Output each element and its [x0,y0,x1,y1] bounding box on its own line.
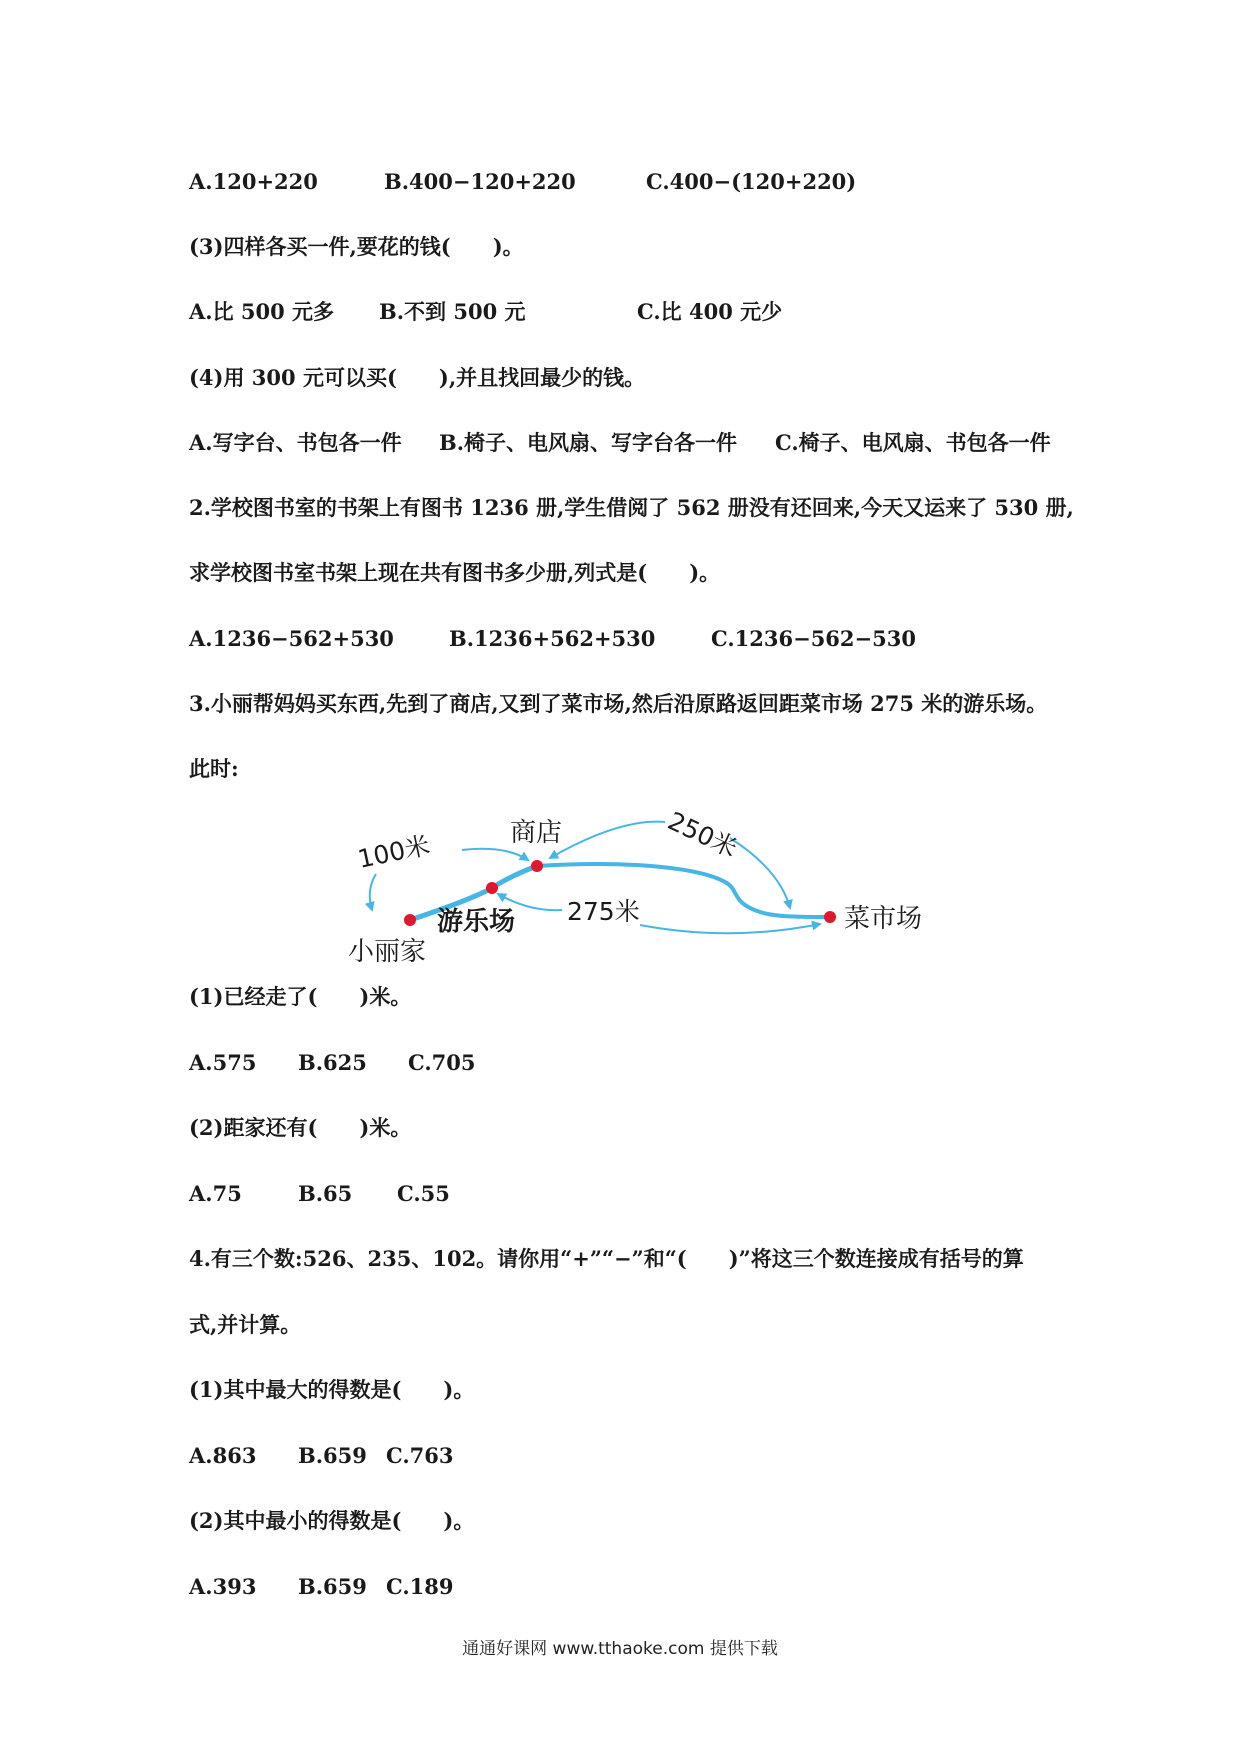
q4-text-line1: 4.有三个数:526、235、102。请你用“+”“−”和“( )”将这三个数连接成有括号的算 [189,1246,1024,1271]
option-b: B.椅子、电风扇、写字台各一件 [439,430,738,455]
option-c: C.比 400 元少 [637,299,783,324]
arrow-100m-down [370,874,376,910]
label-250m: 250米 [663,806,742,864]
point-shop [531,860,543,872]
q3-text-line2: 此时: [189,756,239,781]
option-a: A.比 500 元多 [189,299,335,324]
route-park-shop [492,866,537,888]
q2-text-line1: 2.学校图书室的书架上有图书 1236 册,学生借阅了 562 册没有还回来,今天又运来了 530 册, [189,495,1074,520]
q4-1-question: (1)其中最大的得数是( )。 [189,1377,475,1402]
option-c: C.705 [408,1050,476,1075]
option-b: B.659 [298,1574,367,1599]
option-b: B.625 [298,1050,367,1075]
option-c: C.椅子、电风扇、书包各一件 [775,430,1051,455]
route-diagram [330,790,923,970]
option-a: A.393 [189,1574,257,1599]
point-market [824,911,836,923]
point-park [486,882,498,894]
arrow-275m-right [640,924,820,933]
option-b: B.65 [298,1181,353,1206]
option-b: B.400−120+220 [384,169,576,194]
q4-2-question: (2)其中最小的得数是( )。 [189,1508,475,1533]
option-b: B.1236+562+530 [449,626,656,651]
label-275m: 275米 [567,897,640,926]
label-market: 菜市场 [844,904,923,934]
q2-text-line2: 求学校图书室书架上现在共有图书多少册,列式是( )。 [189,560,721,585]
q1-4-question: (4)用 300 元可以买( ),并且找回最少的钱。 [189,365,646,390]
label-shop: 商店 [510,818,563,848]
q4-text-line2: 式,并计算。 [189,1312,302,1337]
q1-3-question: (3)四样各买一件,要花的钱( )。 [189,234,524,259]
footer-credit: 通通好课网 www.tthaoke.com 提供下载 [462,1639,778,1659]
option-c: C.400−(120+220) [646,169,857,194]
option-b: B.659 [298,1443,367,1468]
option-a: A.863 [189,1443,257,1468]
arrow-100m [462,849,528,860]
option-a: A.写字台、书包各一件 [189,430,402,455]
label-park: 游乐场 [437,907,516,937]
q3-1-question: (1)已经走了( )米。 [189,984,412,1009]
arrow-250m-left [550,822,665,858]
option-a: A.120+220 [189,169,318,194]
q3-2-question: (2)距家还有( )米。 [189,1115,412,1140]
option-c: C.189 [386,1574,454,1599]
option-a: A.75 [189,1181,242,1206]
option-a: A.1236−562+530 [189,626,394,651]
label-100m: 100米 [355,830,433,874]
q3-text-line1: 3.小丽帮妈妈买东西,先到了商店,又到了菜市场,然后沿原路返回距菜市场 275 米的游乐场。 [189,691,1048,716]
option-a: A.575 [189,1050,257,1075]
label-home: 小丽家 [348,937,427,967]
option-c: C.763 [386,1443,454,1468]
option-c: C.55 [397,1181,450,1206]
option-b: B.不到 500 元 [379,299,526,324]
option-c: C.1236−562−530 [711,626,916,651]
point-home [404,914,416,926]
